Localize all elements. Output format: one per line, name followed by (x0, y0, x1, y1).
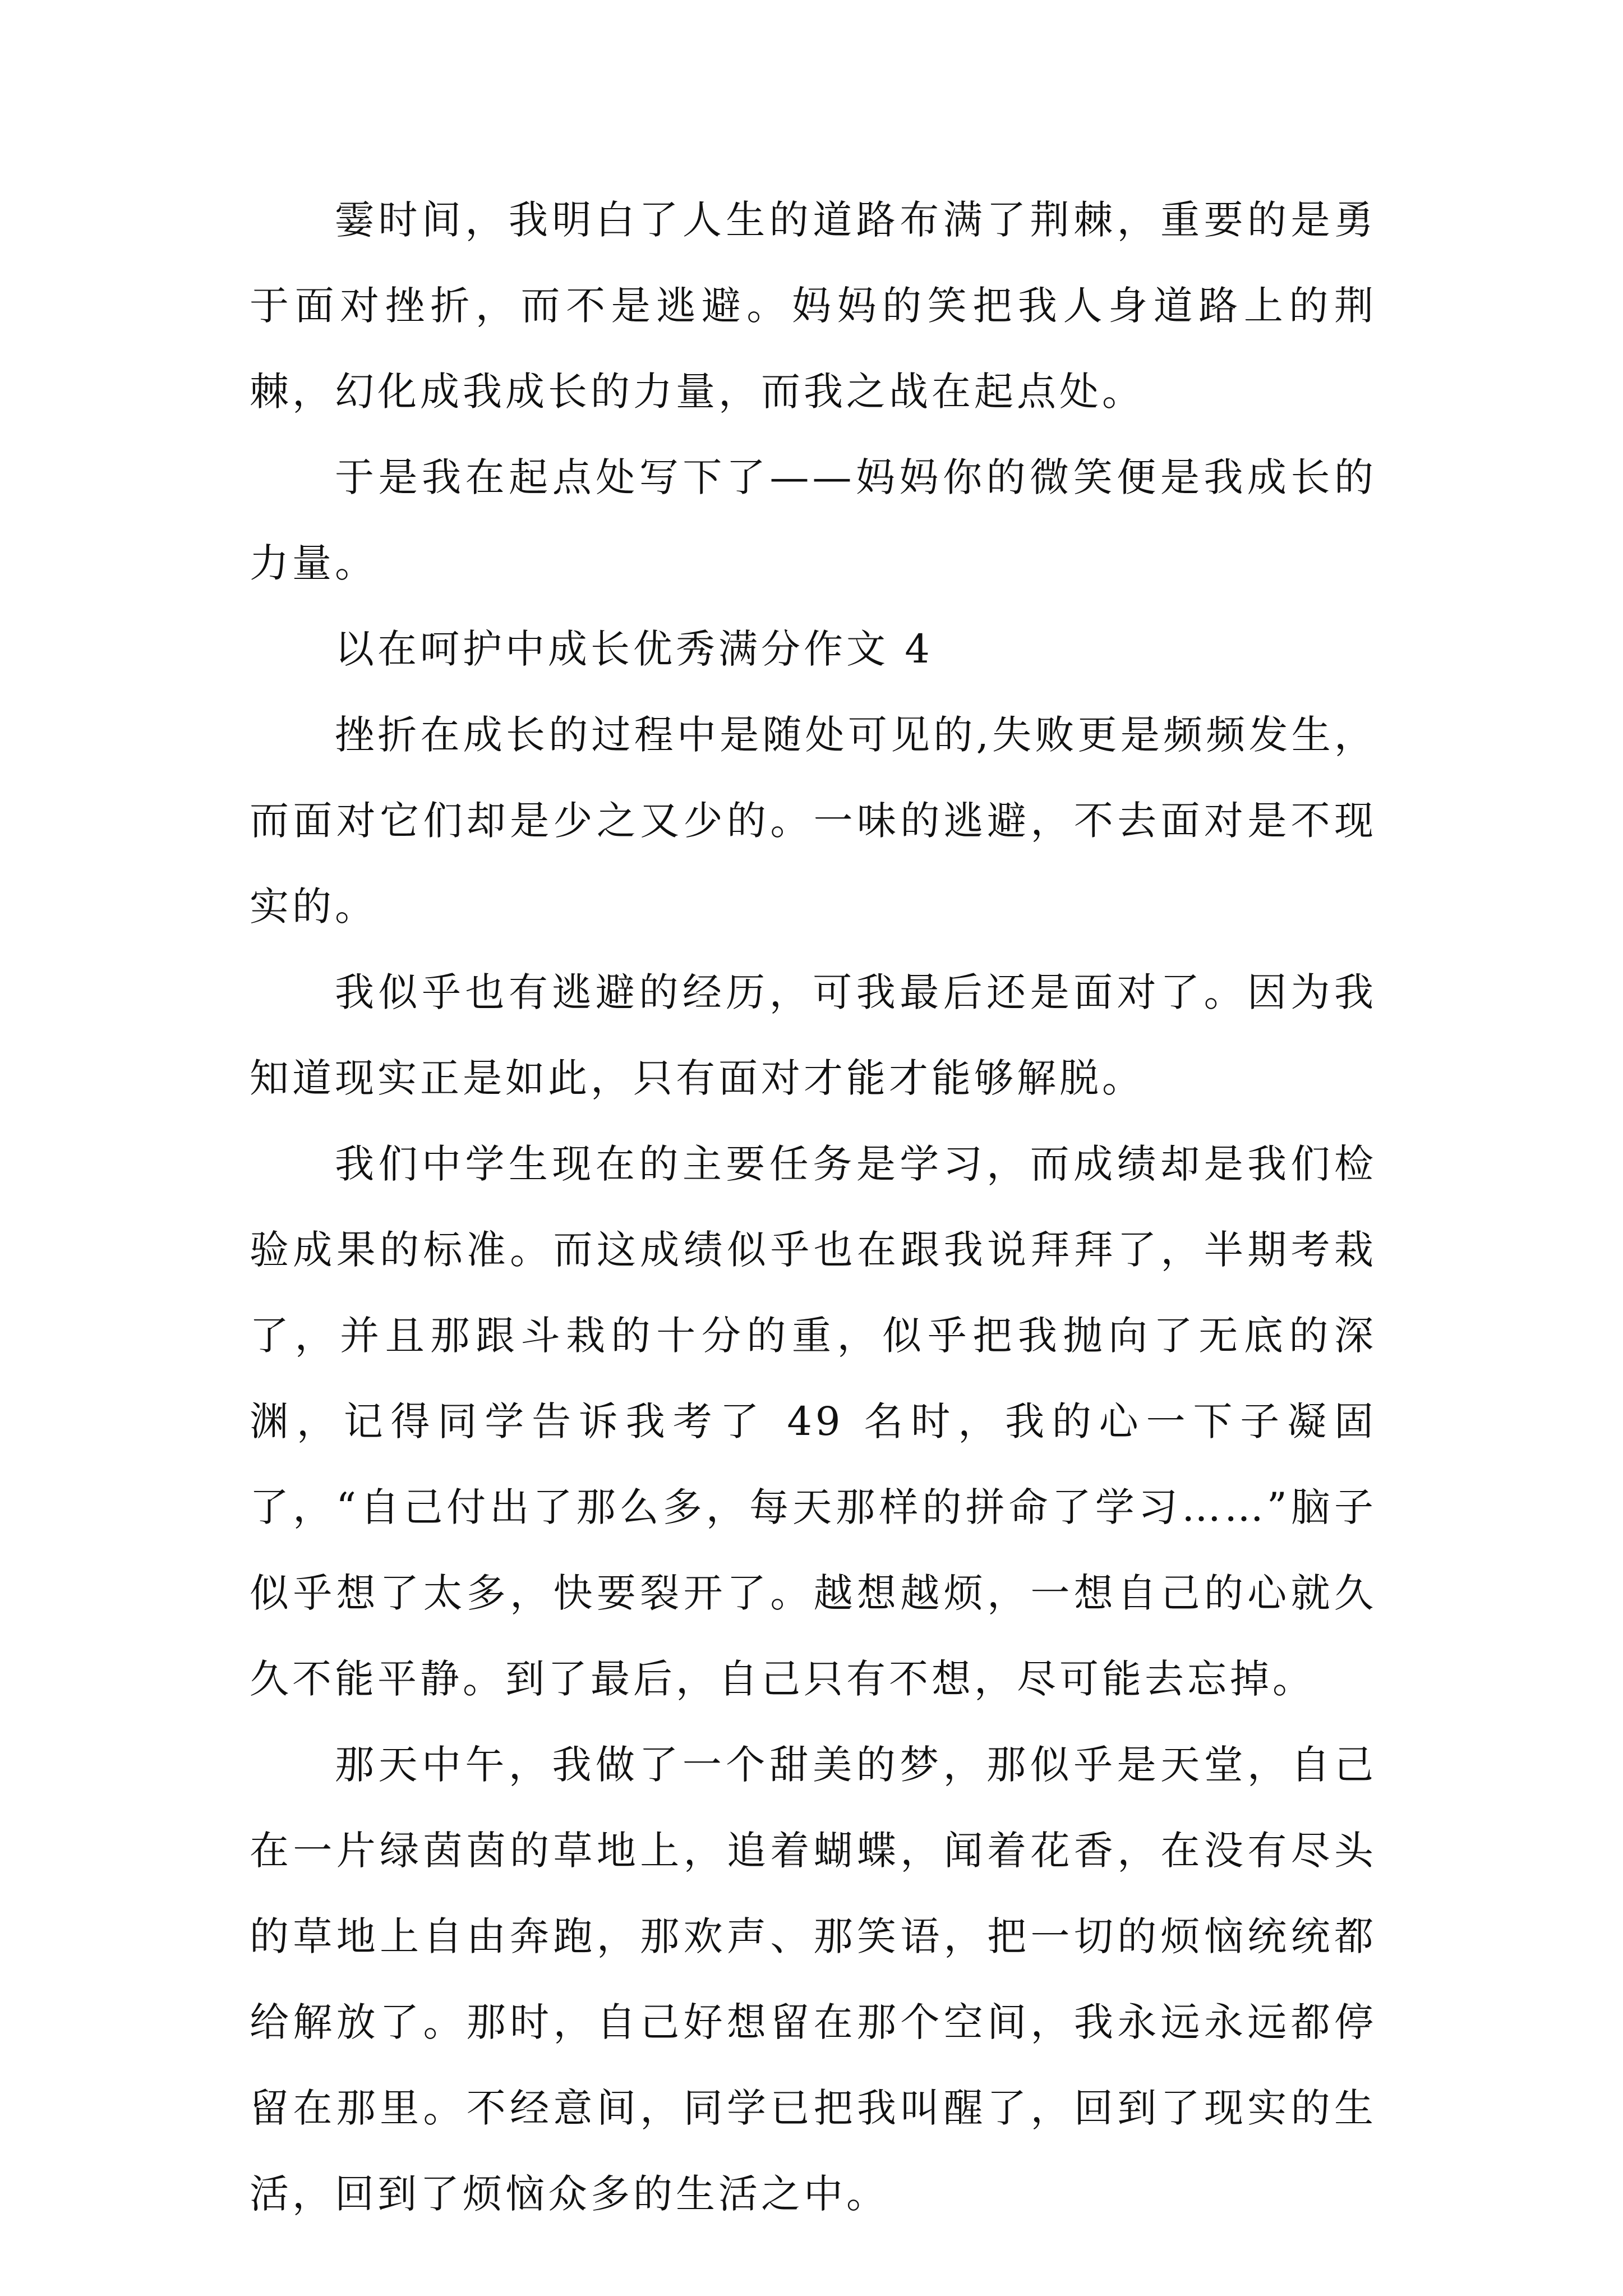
paragraph: 霎时间，我明白了人生的道路布满了荆棘，重要的是勇于面对挫折，而不是逃避。妈妈的笑把我人身道路上的荆棘，幻化成我成长的力量，而我之战在起点处。 (250, 197, 1377, 415)
paragraph: 于是我在起点处写下了——妈妈你的微笑便是我成长的力量。 (250, 454, 1377, 586)
section-heading: 以在呵护中成长优秀满分作文 4 (335, 626, 933, 672)
paragraph: 我似乎也有逃避的经历，可我最后还是面对了。因为我知道现实正是如此，只有面对才能才能够解脱。 (250, 969, 1377, 1101)
paragraph: 那天中午，我做了一个甜美的梦，那似乎是天堂，自己在一片绿茵茵的草地上，追着蝴蝶，闻着花香，在没有尽头的草地上自由奔跑，那欢声、那笑语，把一切的烦恼统统都给解放了。那时，自己好想留在那个空间，我永远永远都停留在那里。不经意间，同学已把我叫醒了，回到了现实的生活，回到了烦恼众多的生活之中。 (250, 1742, 1377, 2217)
document-body (250, 177, 1377, 2237)
paragraph: 我们中学生现在的主要任务是学习，而成绩却是我们检验成果的标准。而这成绩似乎也在跟我说拜拜了，半期考栽了，并且那跟斗栽的十分的重，似乎把我抛向了无底的深渊，记得同学告诉我考了 49 名时，我的心一下子凝固了，“自己付出了那么多，每天那样的拼命了学习……”脑子似乎想了太多，快要裂开了。越想越烦，一想自己的心就久久不能平静。到了最后，自己只有不想，尽可能去忘掉。 (250, 1141, 1377, 1702)
paragraph: 挫折在成长的过程中是随处可见的,失败更是频频发生，而面对它们却是少之又少的。一味的逃避，不去面对是不现实的。 (250, 712, 1377, 930)
